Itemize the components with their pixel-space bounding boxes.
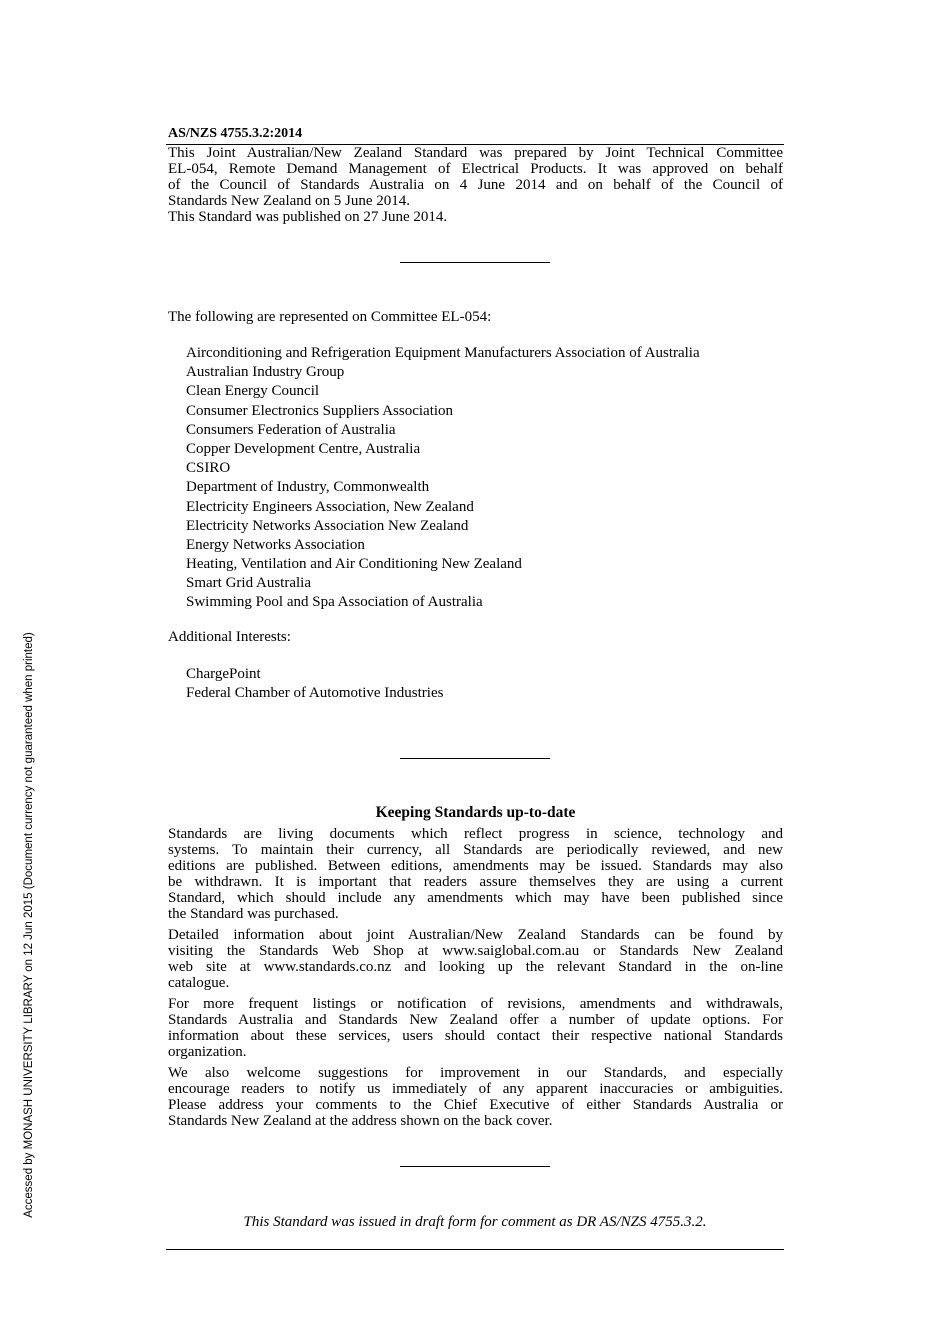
text-line: Standards New Zealand at the address shown on the back cover. [168,1113,553,1129]
text-line: catalogue. [168,975,230,991]
preface-paragraph [168,145,783,225]
text-line: encourage readers to notify us immediately of any apparent inaccuracies or ambiguities. [168,1081,783,1097]
text-line: visiting the Standards Web Shop at www.saiglobal.com.au or Standards New Zealand [168,943,783,959]
list-item: Consumers Federation of Australia [186,421,396,438]
access-watermark: Accessed by MONASH UNIVERSITY LIBRARY on 12 Jun 2015 (Document currency not guaranteed when printed) [23,632,35,1218]
text-line: information about these services, users should contact their respective national Standards [168,1028,783,1044]
text-line: Detailed information about joint Australian/New Zealand Standards can be found by [168,927,783,943]
preface-line: This Joint Australian/New Zealand Standard was prepared by Joint Technical Committee [168,145,783,161]
list-item: Energy Networks Association [186,536,365,553]
list-item: Copper Development Centre, Australia [186,440,421,457]
draft-footnote: This Standard was issued in draft form for comment as DR AS/NZS 4755.3.2. [243,1214,707,1230]
list-item: Smart Grid Australia [186,575,311,592]
preface-line: EL-054, Remote Demand Management of Electrical Products. It was approved on behalf [168,161,783,177]
text-line: Standards are living documents which reflect progress in science, technology and [168,826,783,842]
text-line: web site at www.standards.co.nz and looking up the relevant Standard in the on-line [168,959,783,975]
list-item: Consumer Electronics Suppliers Association [186,402,454,419]
list-item: Federal Chamber of Automotive Industries [186,685,444,701]
list-item: Swimming Pool and Spa Association of Australia [186,594,483,611]
document-id: AS/NZS 4755.3.2:2014 [168,126,303,141]
preface-line: Standards New Zealand on 5 June 2014. [168,193,411,209]
keeping-standards-body [168,826,783,1134]
additional-interests-heading: Additional Interests: [168,629,291,645]
text-line: systems. To maintain their currency, all Standards are periodically reviewed, and new [168,842,783,858]
paragraph [168,996,783,1060]
list-item: Clean Energy Council [186,383,320,400]
section-divider [400,262,550,263]
list-item: Australian Industry Group [186,364,345,381]
list-item: Airconditioning and Refrigeration Equipment Manufacturers Association of Australia [186,345,700,361]
paragraph [168,1065,783,1129]
text-line: Standard, which should include any amendments which may have been published since [168,890,783,906]
list-item: ChargePoint [186,666,261,682]
section-title: Keeping Standards up-to-date [375,804,576,821]
committee-intro: The following are represented on Committee EL-054: [168,309,492,325]
text-line: Please address your comments to the Chief Executive of either Standards Australia or [168,1097,783,1113]
text-line: editions are published. Between editions, amendments may be issued. Standards may also [168,858,783,874]
additional-interests-list [186,665,443,703]
list-item: Department of Industry, Commonwealth [186,479,430,496]
text-line: be withdrawn. It is important that readers assure themselves they are using a current [168,874,783,890]
list-item: Electricity Engineers Association, New Zealand [186,498,474,515]
section-divider [400,758,550,759]
text-line: For more frequent listings or notification of revisions, amendments and withdrawals, [168,996,783,1012]
paragraph [168,927,783,991]
bottom-rule [166,1249,784,1250]
section-divider [400,1166,550,1167]
list-item: CSIRO [186,460,231,477]
text-line: organization. [168,1044,247,1060]
text-line: the Standard was purchased. [168,906,339,922]
text-line: We also welcome suggestions for improvement in our Standards, and especially [168,1065,783,1081]
paragraph [168,826,783,922]
list-item: Heating, Ventilation and Air Conditioning New Zealand [186,556,522,573]
published-date-line: This Standard was published on 27 June 2014. [168,209,448,225]
committee-member-list [186,344,700,613]
list-item: Electricity Networks Association New Zealand [186,517,469,534]
preface-line: of the Council of Standards Australia on 4 June 2014 and on behalf of the Council of [168,177,783,193]
text-line: Standards Australia and Standards New Zealand offer a number of update options. For [168,1012,783,1028]
